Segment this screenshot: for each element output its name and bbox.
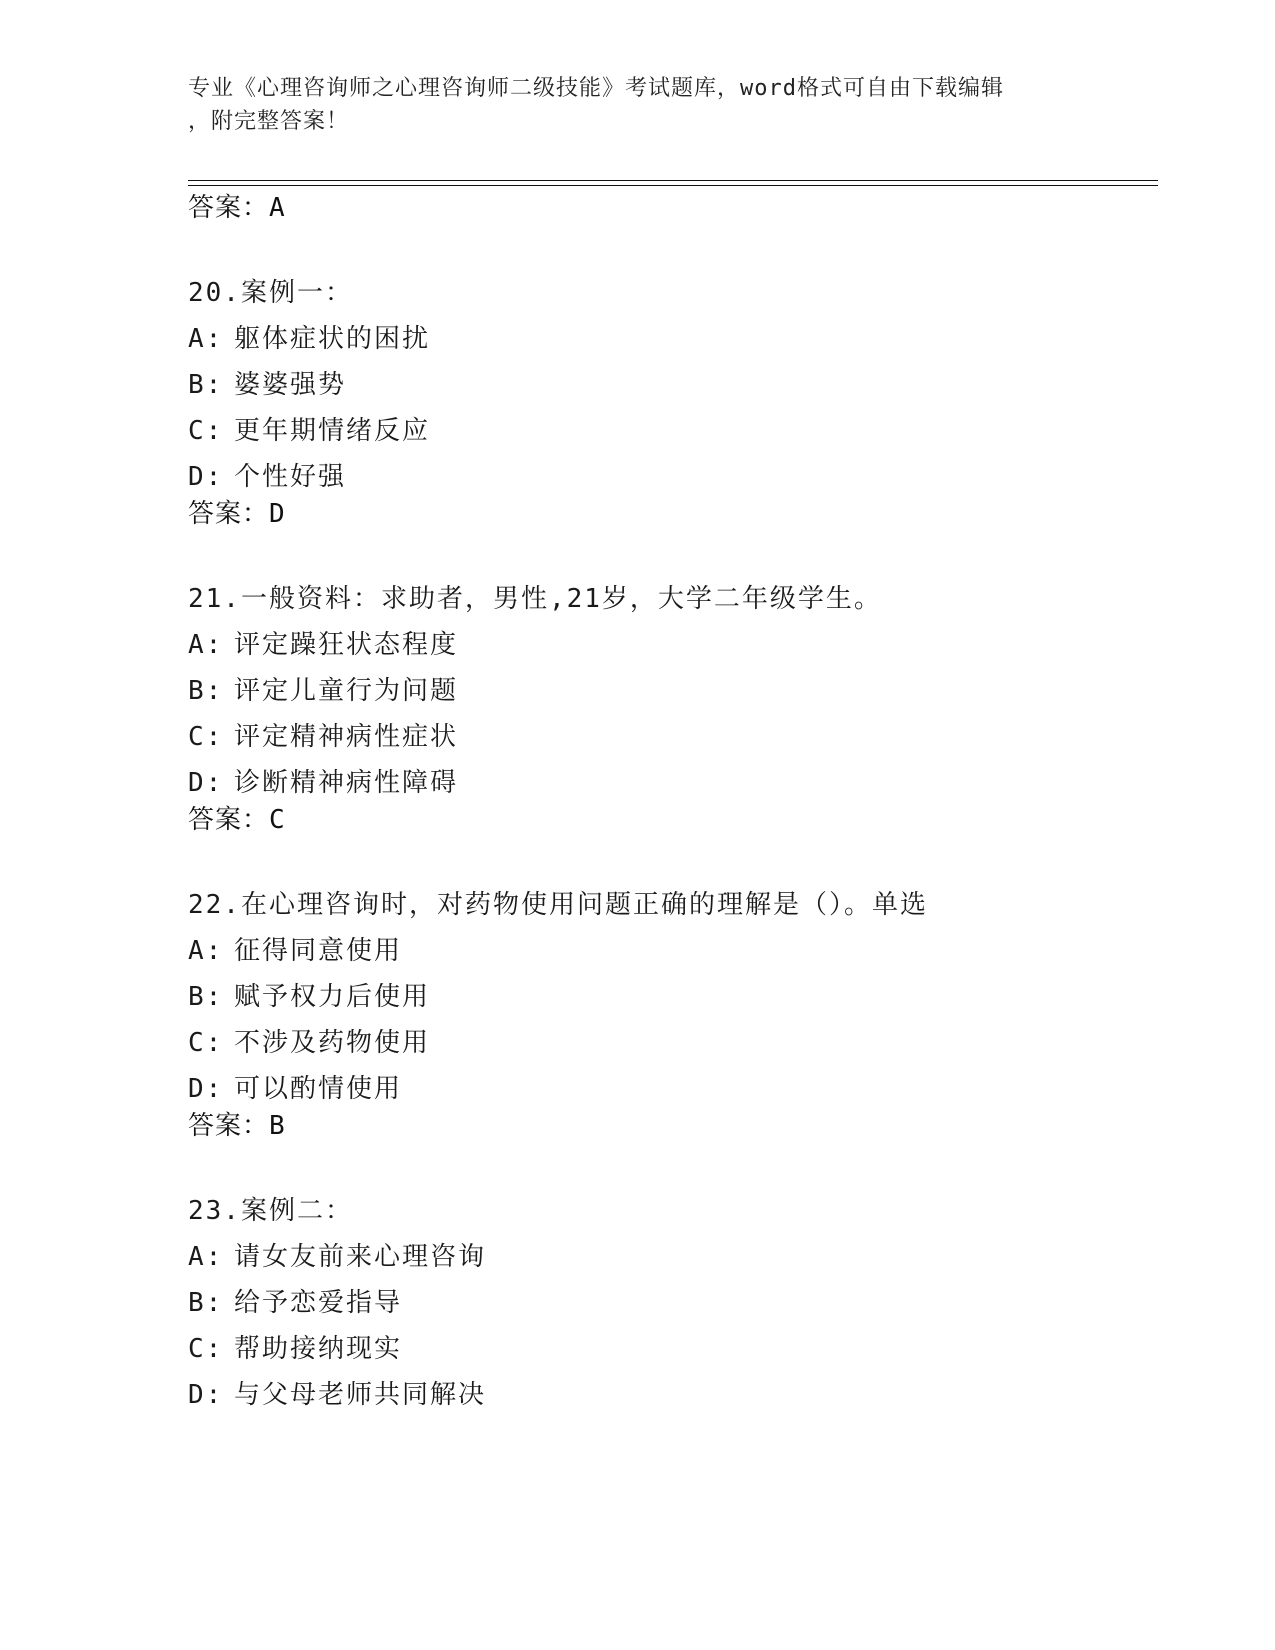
answer-value: C <box>269 805 285 835</box>
header-line-2: ，附完整答案！ <box>188 109 350 134</box>
option-c <box>188 1020 928 1066</box>
option-b <box>188 362 430 408</box>
option-text: 评定精神病性症状 <box>234 722 459 752</box>
option-text: 赋予权力后使用 <box>234 982 431 1012</box>
header-divider-bottom <box>188 185 1158 186</box>
question-block <box>188 1188 486 1418</box>
option-a <box>188 316 430 362</box>
option-a <box>188 622 882 668</box>
answer-label: 答案： <box>188 1111 270 1141</box>
option-key: C: <box>188 722 224 752</box>
option-text: 不涉及药物使用 <box>234 1028 431 1058</box>
question-title: 22.在心理咨询时，对药物使用问题正确的理解是（）。单选 <box>188 890 928 920</box>
option-key: B: <box>188 982 224 1012</box>
answer-line <box>188 1109 285 1143</box>
option-d <box>188 1066 928 1112</box>
option-key: A: <box>188 324 224 354</box>
question-block <box>188 576 882 806</box>
option-b <box>188 974 928 1020</box>
answer-line <box>188 191 285 225</box>
option-text: 可以酌情使用 <box>234 1074 403 1104</box>
option-text: 征得同意使用 <box>234 936 403 966</box>
option-c <box>188 408 430 454</box>
option-key: D: <box>188 462 224 492</box>
option-d <box>188 1372 486 1418</box>
option-d <box>188 454 430 500</box>
option-text: 请女友前来心理咨询 <box>234 1242 487 1272</box>
option-text: 婆婆强势 <box>234 370 347 400</box>
answer-value: B <box>269 1111 285 1141</box>
option-key: D: <box>188 1380 224 1410</box>
header-divider-top <box>188 180 1158 181</box>
option-text: 诊断精神病性障碍 <box>234 768 459 798</box>
question-title: 21.一般资料：求助者，男性,21岁，大学二年级学生。 <box>188 584 882 614</box>
option-b <box>188 1280 486 1326</box>
answer-label: 答案： <box>188 499 270 529</box>
option-key: D: <box>188 768 224 798</box>
option-key: C: <box>188 1028 224 1058</box>
option-text: 与父母老师共同解决 <box>234 1380 487 1410</box>
option-a <box>188 928 928 974</box>
option-key: D: <box>188 1074 224 1104</box>
option-text: 评定躁狂状态程度 <box>234 630 459 660</box>
question-block <box>188 270 430 500</box>
question-block <box>188 882 928 1112</box>
question-title: 23.案例二： <box>188 1196 353 1226</box>
option-text: 更年期情绪反应 <box>234 416 431 446</box>
option-text: 个性好强 <box>234 462 347 492</box>
option-a <box>188 1234 486 1280</box>
answer-label: 答案： <box>188 193 270 223</box>
option-key: B: <box>188 676 224 706</box>
answer-label: 答案： <box>188 805 270 835</box>
option-text: 躯体症状的困扰 <box>234 324 431 354</box>
document-header <box>188 72 1088 138</box>
option-key: C: <box>188 1334 224 1364</box>
option-key: C: <box>188 416 224 446</box>
option-text: 给予恋爱指导 <box>234 1288 403 1318</box>
header-line-1: 专业《心理咨询师之心理咨询师二级技能》考试题库，word格式可自由下载编辑 <box>188 76 1004 101</box>
option-key: B: <box>188 1288 224 1318</box>
question-title: 20.案例一： <box>188 278 353 308</box>
option-key: A: <box>188 630 224 660</box>
option-c <box>188 1326 486 1372</box>
answer-line <box>188 497 285 531</box>
answer-value: D <box>269 499 285 529</box>
option-key: A: <box>188 936 224 966</box>
answer-value: A <box>269 193 285 223</box>
option-key: B: <box>188 370 224 400</box>
option-text: 帮助接纳现实 <box>234 1334 403 1364</box>
option-c <box>188 714 882 760</box>
answer-line <box>188 803 285 837</box>
option-key: A: <box>188 1242 224 1272</box>
option-text: 评定儿童行为问题 <box>234 676 459 706</box>
option-d <box>188 760 882 806</box>
option-b <box>188 668 882 714</box>
